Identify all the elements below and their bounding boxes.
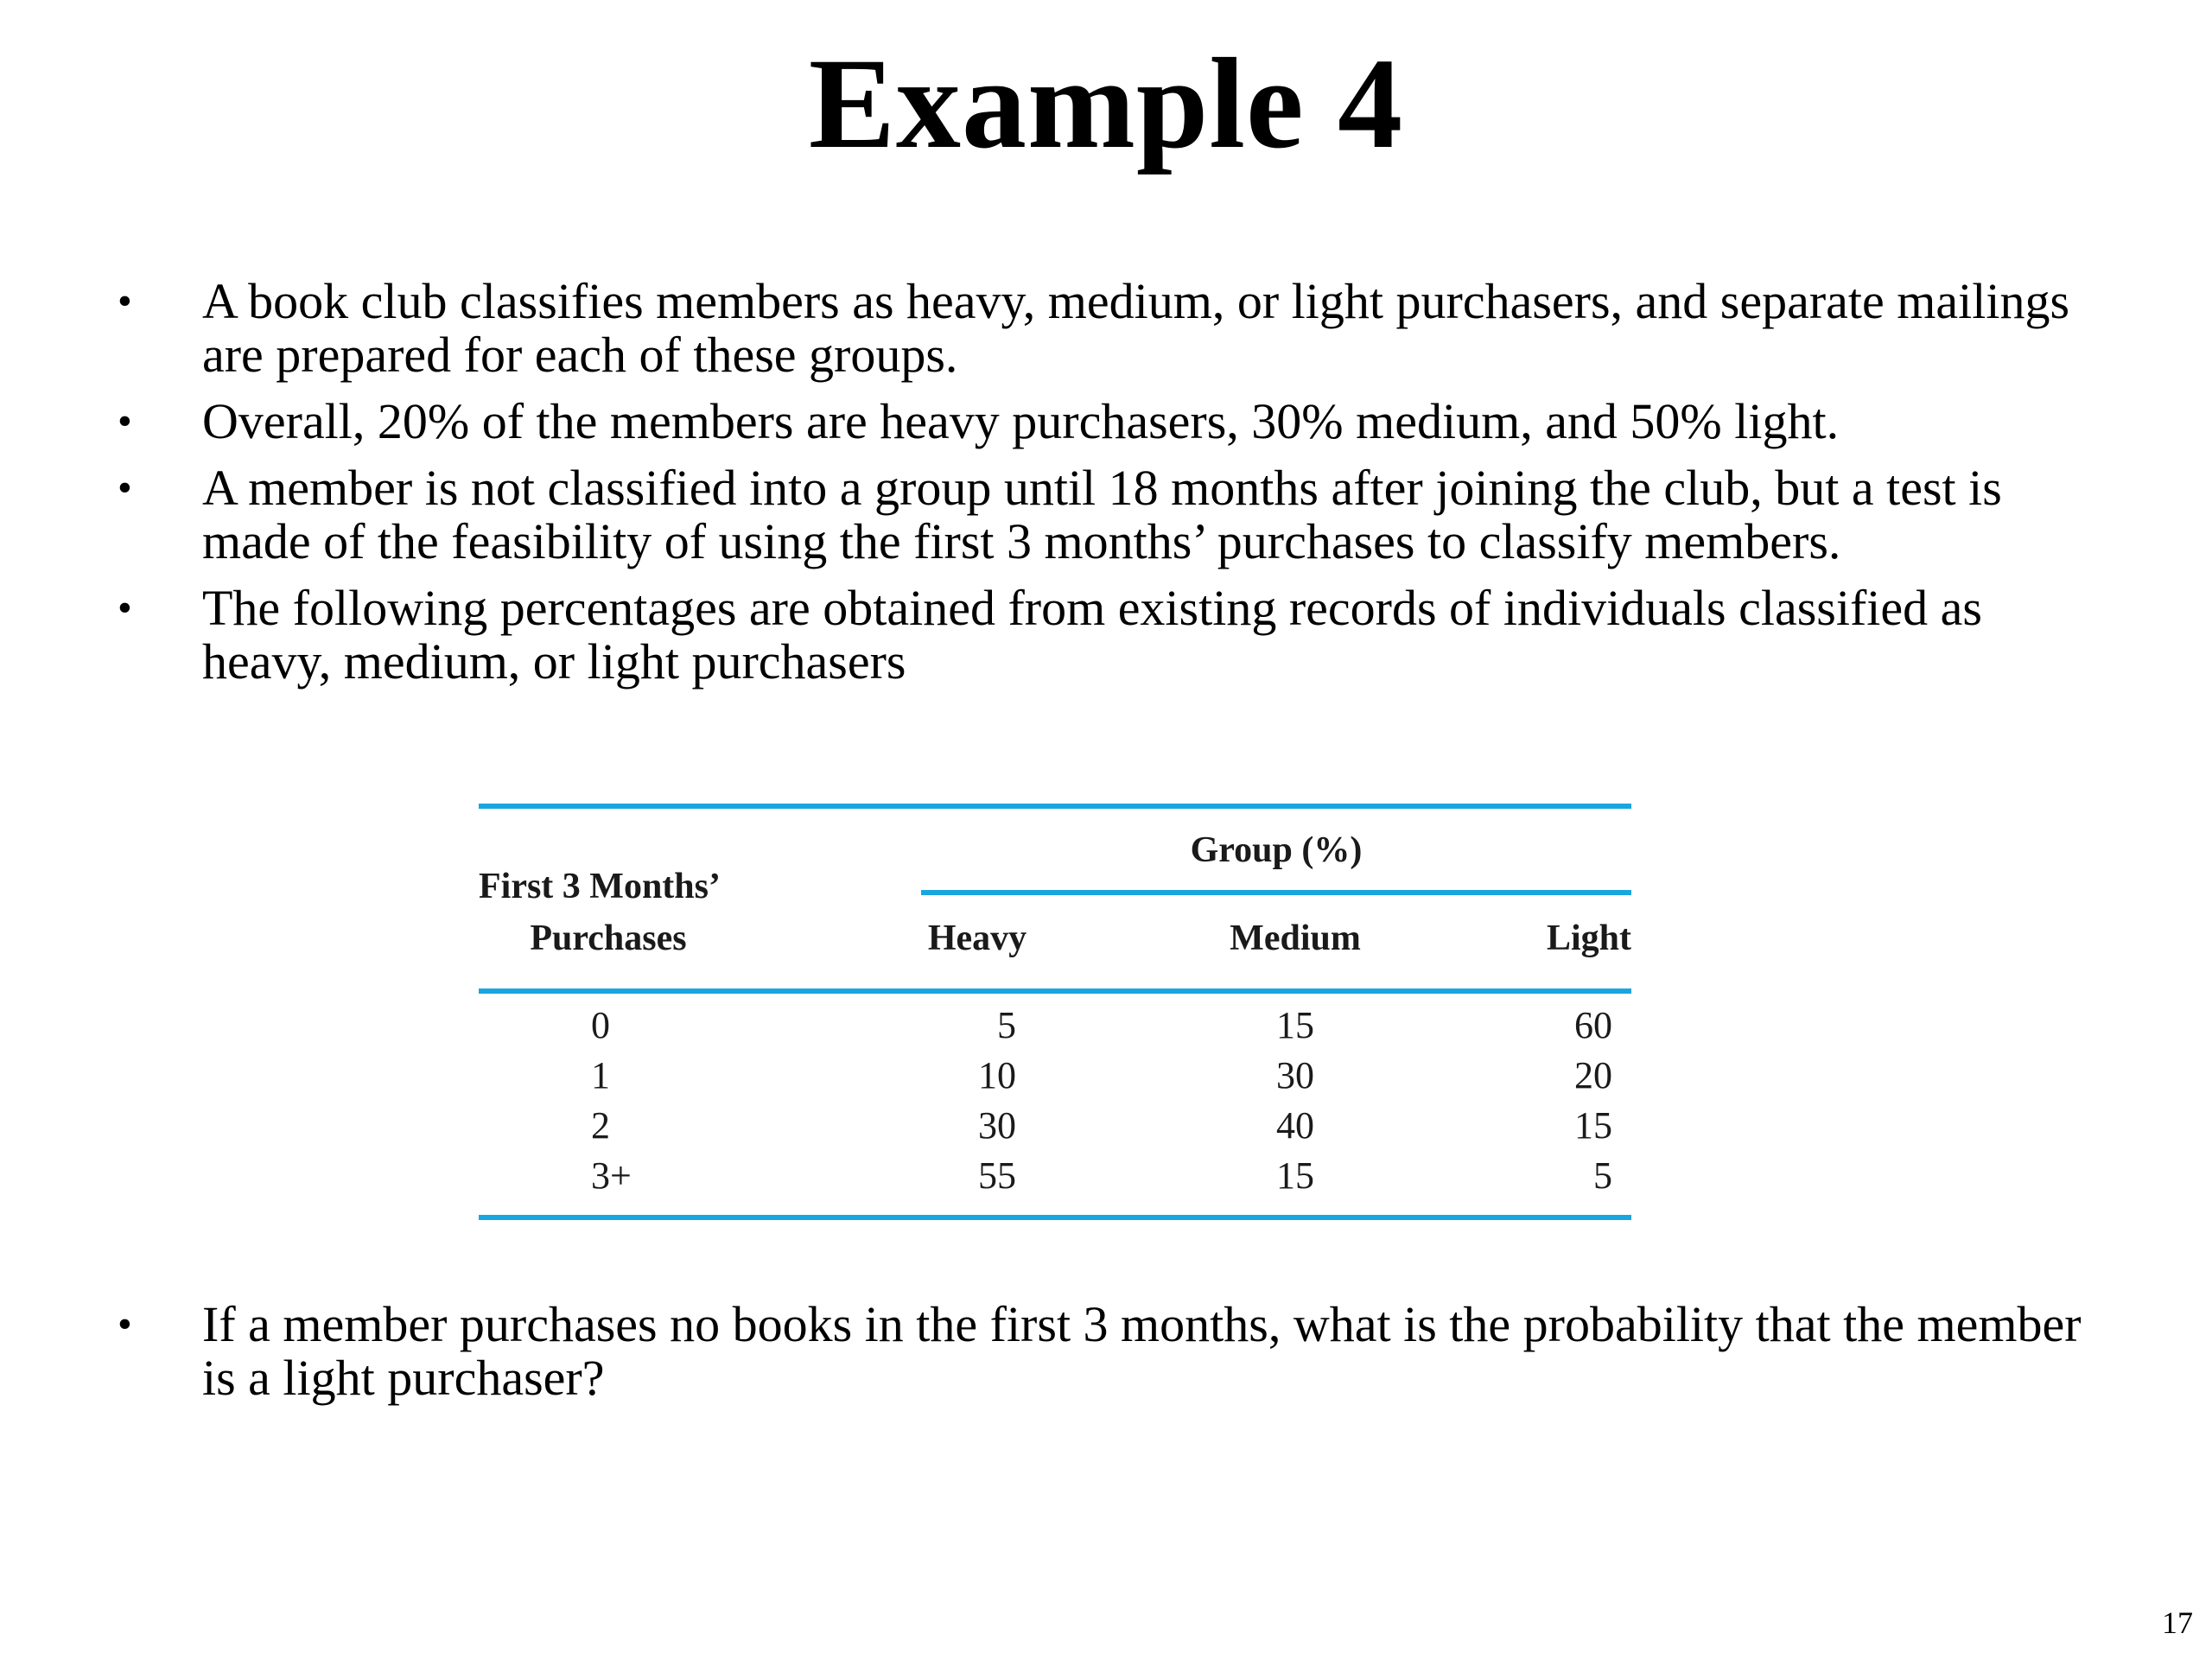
cell-purchases: 2 <box>591 1104 610 1147</box>
bullet-item <box>111 395 2115 448</box>
bullet-dot-icon: • <box>118 398 132 444</box>
table-body <box>479 1001 1631 1201</box>
bullet-item <box>111 461 2115 569</box>
cell-light: 20 <box>1574 1054 1612 1096</box>
cell-heavy: 30 <box>978 1104 1016 1147</box>
column-header-heavy: Heavy <box>927 918 1027 958</box>
group-header: Group (%) <box>1190 830 1363 870</box>
cell-purchases: 0 <box>591 1004 610 1046</box>
group-header-rule <box>921 890 1631 895</box>
cell-heavy: 5 <box>997 1004 1016 1046</box>
bullet-text: Overall, 20% of the members are heavy purchasers, 30% medium, and 50% light. <box>202 393 1840 449</box>
first-col-header-line2: Purchases <box>530 918 687 958</box>
cell-heavy: 55 <box>978 1154 1016 1197</box>
bullet-dot-icon: • <box>118 278 132 324</box>
column-header-medium: Medium <box>1230 918 1361 958</box>
cell-medium: 40 <box>1276 1104 1314 1147</box>
cell-medium: 30 <box>1276 1054 1314 1096</box>
cell-purchases: 3+ <box>591 1154 632 1197</box>
column-header-light: Light <box>1546 918 1631 958</box>
bullet-dot-icon: • <box>118 585 132 631</box>
table-row <box>479 1151 1631 1201</box>
cell-light: 5 <box>1593 1154 1612 1197</box>
page-number: 17 <box>2162 1605 2193 1640</box>
first-col-header-line1: First 3 Months’ <box>479 867 721 906</box>
question-text: If a member purchases no books in the first 3 months, what is the probability that the member is a light purchaser? <box>202 1296 2082 1406</box>
table-row <box>479 1051 1631 1101</box>
table-row <box>479 1001 1631 1051</box>
slide-title: Example 4 <box>808 32 1404 175</box>
cell-medium: 15 <box>1276 1004 1314 1046</box>
cell-purchases: 1 <box>591 1054 610 1096</box>
question-bullet <box>111 1298 2115 1405</box>
bullet-text: The following percentages are obtained from existing records of individuals classified as heavy, medium, or light purchasers <box>202 580 1982 690</box>
bullet-text: A member is not classified into a group until 18 months after joining the club, but a test is made of the feasibility of using the first 3 months’ purchases to classify members. <box>202 460 2002 569</box>
bullet-dot-icon: • <box>118 465 132 511</box>
cell-light: 60 <box>1574 1004 1612 1046</box>
table-top-rule <box>479 804 1631 809</box>
table-header-rule <box>479 988 1631 994</box>
bullet-text: A book club classifies members as heavy, medium, or light purchasers, and separate mailings are prepared for each of these groups. <box>202 273 2070 383</box>
table-row <box>479 1101 1631 1151</box>
cell-light: 15 <box>1574 1104 1612 1147</box>
bullet-item <box>111 275 2115 382</box>
cell-heavy: 10 <box>978 1054 1016 1096</box>
bullet-dot-icon: • <box>118 1301 132 1347</box>
bullet-item <box>111 582 2115 689</box>
bullet-list <box>111 275 2115 702</box>
cell-medium: 15 <box>1276 1154 1314 1197</box>
purchases-table <box>479 804 1631 1224</box>
table-bottom-rule <box>479 1215 1631 1220</box>
